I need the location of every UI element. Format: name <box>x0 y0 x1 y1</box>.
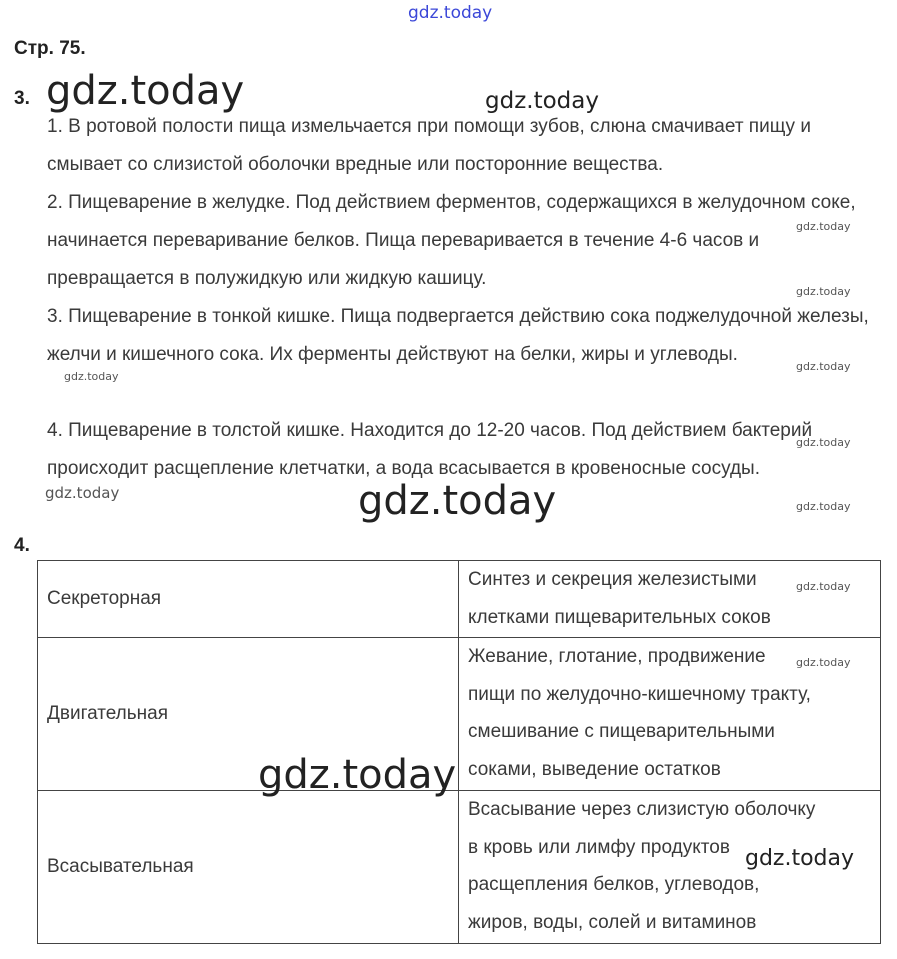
watermark-top: gdz.today <box>408 3 493 23</box>
description-line: Всасывание через слизистую оболочку <box>468 799 816 820</box>
description-line: пищи по желудочно-кишечному тракту, <box>468 683 811 705</box>
page-heading: Стр. 75. <box>14 38 86 59</box>
description-line: Синтез и секреция железистыми <box>468 569 757 590</box>
task-4-number: 4. <box>14 535 30 556</box>
watermark-small-7: gdz.today <box>796 500 851 513</box>
description-line: смешивание с пищеварительными <box>468 721 775 742</box>
function-name-cell: Всасывательная <box>38 791 459 944</box>
task-3-number: 3. <box>14 88 30 109</box>
watermark-small-6: gdz.today <box>45 484 120 502</box>
watermark-small-3: gdz.today <box>796 360 851 373</box>
watermark-large-3: gdz.today <box>258 752 457 798</box>
function-description-cell <box>459 638 881 791</box>
watermark-medium-1: gdz.today <box>485 88 599 114</box>
watermark-small-1: gdz.today <box>796 220 851 233</box>
function-description-cell <box>459 791 881 944</box>
functions-table <box>37 560 881 944</box>
watermark-small-9: gdz.today <box>796 656 851 669</box>
description-line: клетками пищеварительных соков <box>468 606 771 628</box>
task-3-paragraph-3: 3. Пищеварение в тонкой кишке. Пища подвергается действию сока поджелудочной железы, желчи и кишечного сока. Их ферменты действуют на белки, жиры и углеводы. <box>47 306 869 365</box>
description-line: жиров, воды, солей и витаминов <box>468 911 757 933</box>
task-3-paragraph-4: 4. Пищеварение в толстой кишке. Находится до 12-20 часов. Под действием бактерий происходит расщепление клетчатки, а вода всасывается в кровеносные сосуды. <box>47 420 813 479</box>
table-row <box>38 638 881 791</box>
function-name-cell: Секреторная <box>38 561 459 638</box>
function-description-cell <box>459 561 881 638</box>
description-line: в кровь или лимфу продуктов <box>468 836 730 858</box>
description-line: расщепления белков, углеводов, <box>468 874 760 895</box>
watermark-small-2: gdz.today <box>796 285 851 298</box>
table-row <box>38 791 881 944</box>
task-3-paragraph-2: 2. Пищеварение в желудке. Под действием ферментов, содержащихся в желудочном соке, начинается переваривание белков. Пища переваривается в течение 4-6 часов и превращается в полужидкую или жидкую кашицу. <box>47 192 856 289</box>
watermark-large-1: gdz.today <box>46 68 245 114</box>
description-line: соками, выведение остатков <box>468 758 721 780</box>
watermark-large-2: gdz.today <box>358 478 557 524</box>
table-row <box>38 561 881 638</box>
watermark-medium-2: gdz.today <box>745 846 855 871</box>
watermark-small-5: gdz.today <box>796 436 851 449</box>
watermark-small-8: gdz.today <box>796 580 851 593</box>
watermark-small-4: gdz.today <box>64 370 119 383</box>
task-3-paragraph-1: 1. В ротовой полости пища измельчается при помощи зубов, слюна смачивает пищу и смывает со слизистой оболочки вредные или посторонние вещества. <box>47 116 811 175</box>
function-name-cell: Двигательная <box>38 638 459 791</box>
description-line: Жевание, глотание, продвижение <box>468 646 766 667</box>
